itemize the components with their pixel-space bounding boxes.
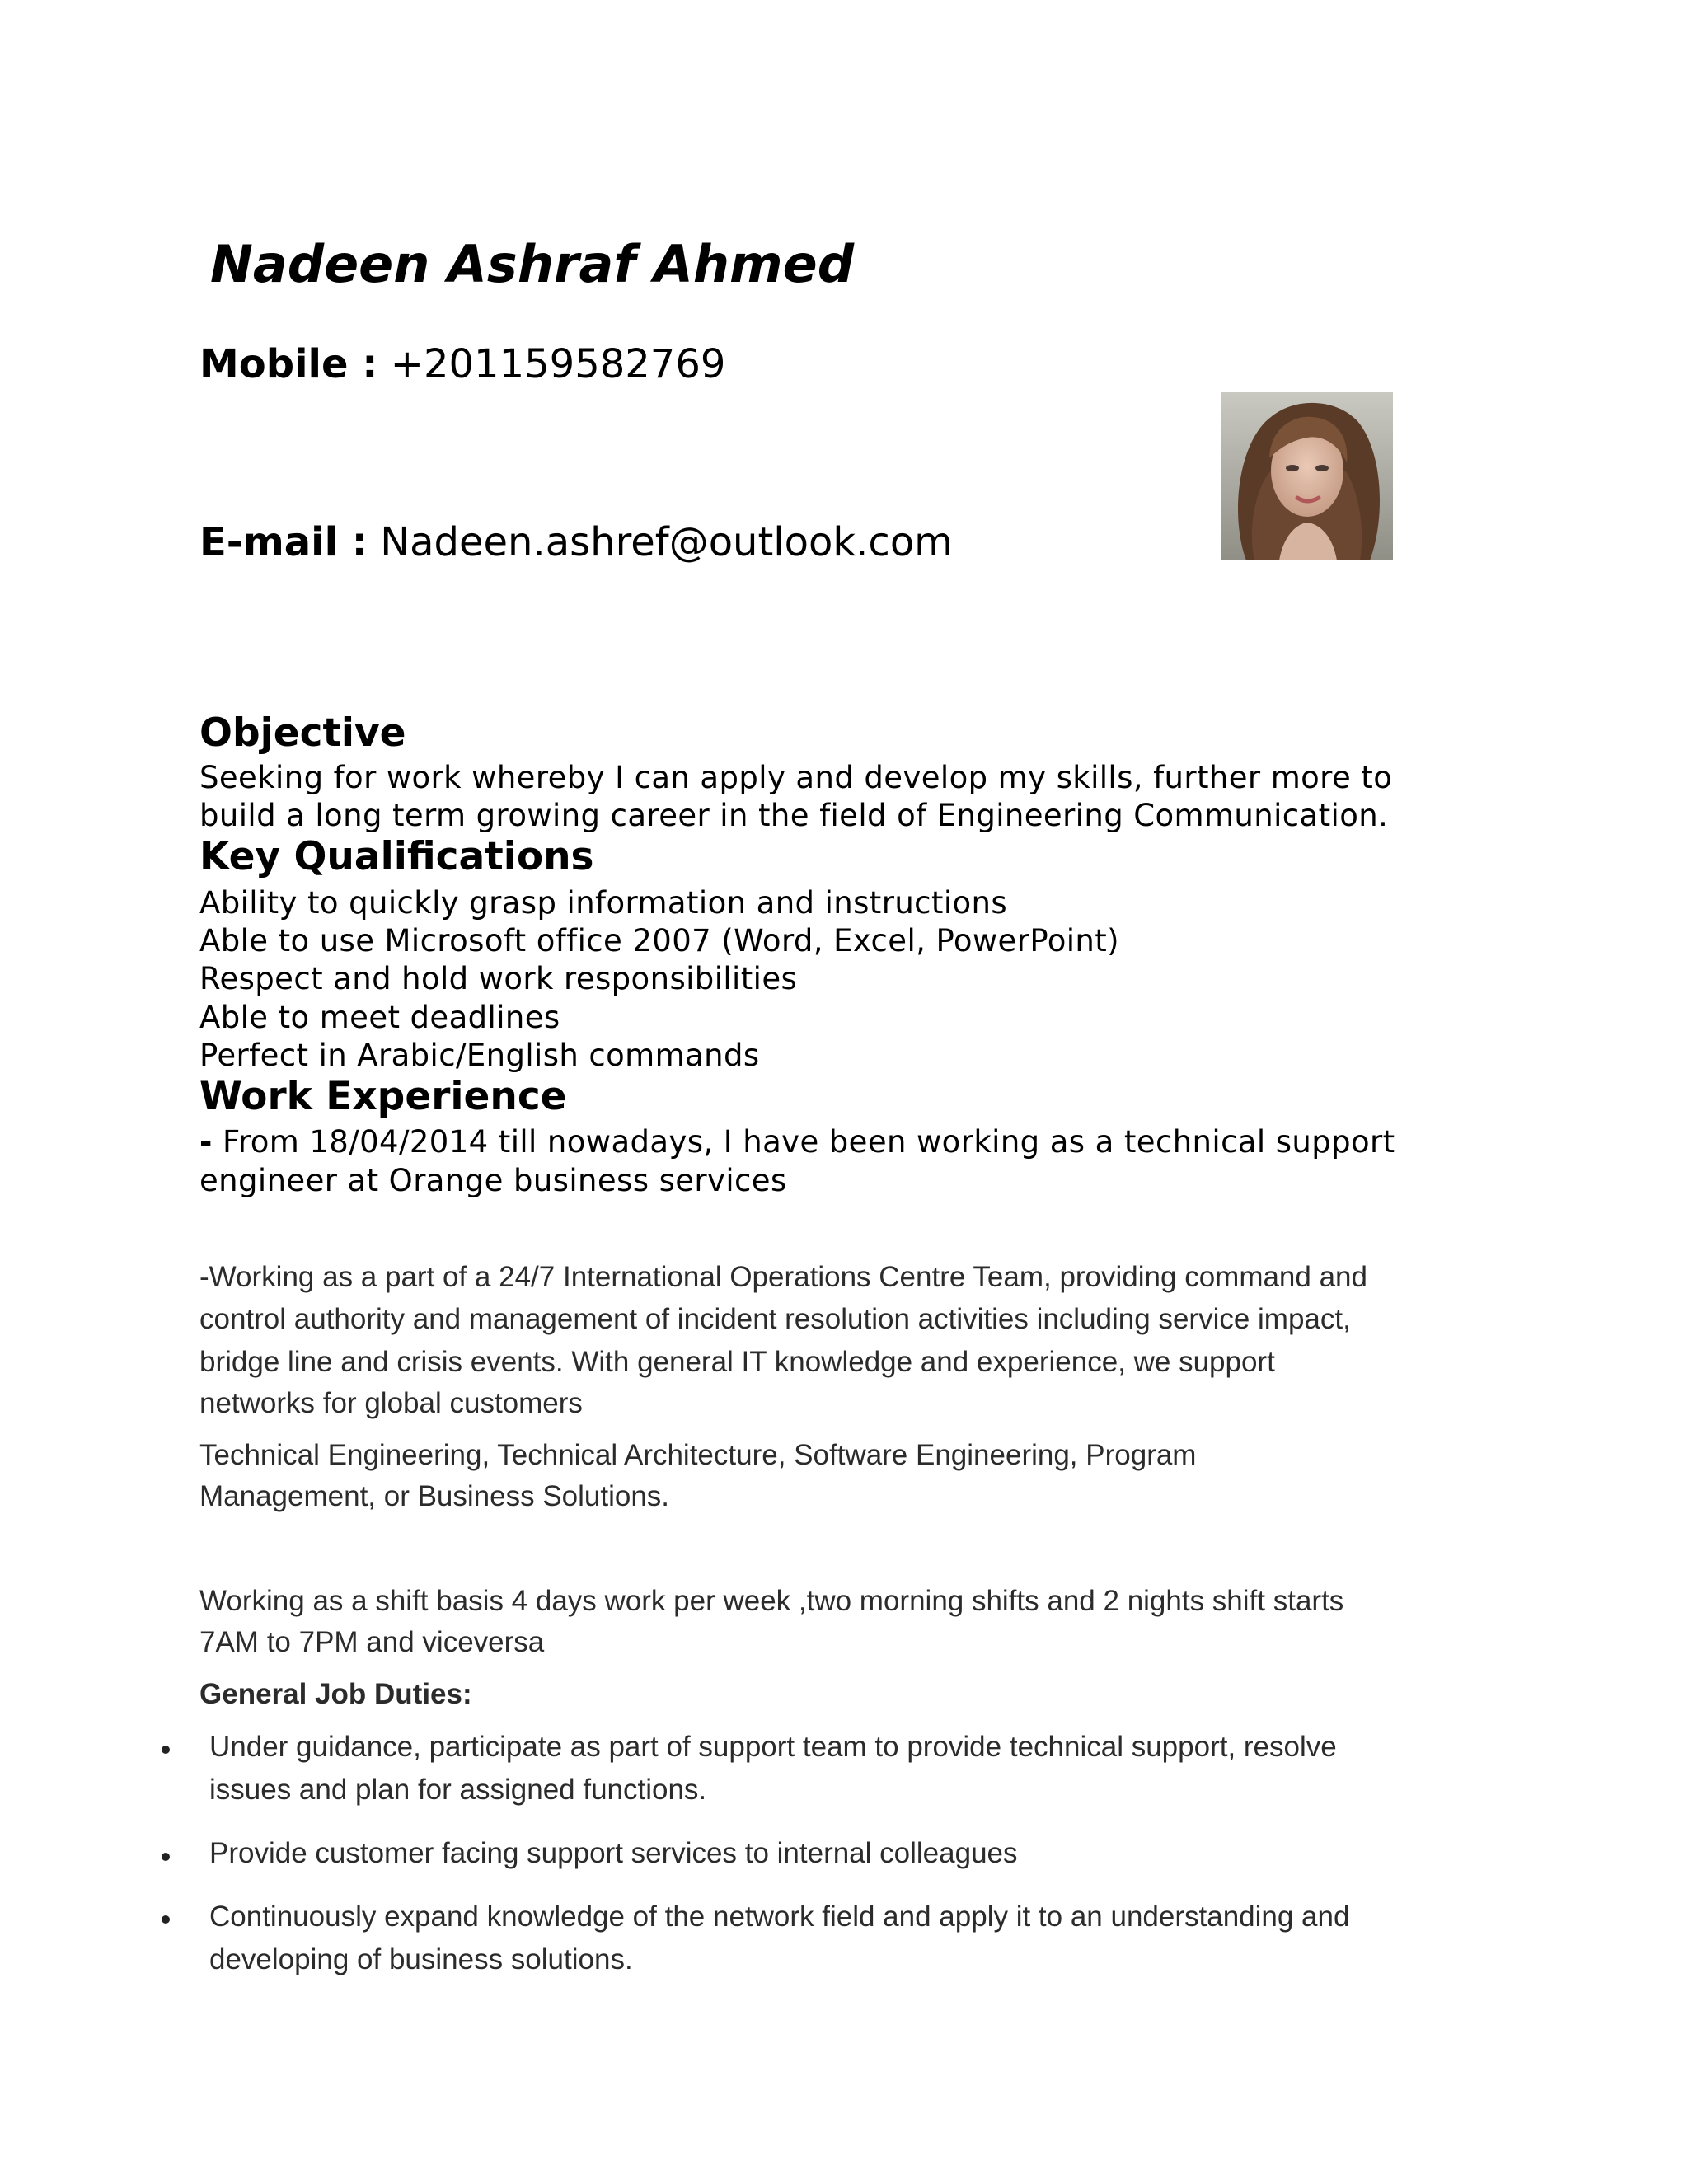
experience-paragraph-line: Management, or Business Solutions. bbox=[199, 1480, 670, 1512]
experience-paragraph-line: networks for global customers bbox=[199, 1387, 583, 1419]
objective-line: build a long term growing career in the field of Engineering Communication. bbox=[199, 798, 1389, 833]
duty-item-line: Under guidance, participate as part of support team to provide technical support, resolve bbox=[209, 1731, 1337, 1763]
experience-paragraph-line: -Working as a part of a 24/7 International Operations Centre Team, providing command and bbox=[199, 1261, 1367, 1293]
qualification-item: Ability to quickly grasp information and instructions bbox=[199, 885, 1008, 921]
qualification-item: Able to use Microsoft office 2007 (Word, Excel, PowerPoint) bbox=[199, 923, 1120, 958]
experience-paragraph-line: Working as a shift basis 4 days work per week ,two morning shifts and 2 nights shift starts bbox=[199, 1585, 1344, 1617]
duty-item-line: developing of business solutions. bbox=[209, 1943, 633, 1975]
objective-heading: Objective bbox=[199, 710, 406, 756]
experience-paragraph-line: 7AM to 7PM and viceversa bbox=[199, 1626, 545, 1658]
mobile-value: +201159582769 bbox=[390, 341, 726, 387]
duties-heading: General Job Duties: bbox=[199, 1678, 472, 1710]
qualification-item: Able to meet deadlines bbox=[199, 1000, 560, 1035]
bullet-icon bbox=[162, 1853, 170, 1861]
email-line bbox=[199, 519, 953, 565]
mobile-label: Mobile : bbox=[199, 341, 378, 387]
qualification-item: Respect and hold work responsibilities bbox=[199, 961, 798, 996]
experience-paragraph-line: Technical Engineering, Technical Architecture, Software Engineering, Program bbox=[199, 1439, 1197, 1471]
qualifications-heading: Key Qualifications bbox=[199, 834, 594, 879]
mobile-line bbox=[199, 341, 725, 387]
duty-item-line: Continuously expand knowledge of the network field and apply it to an understanding and bbox=[209, 1900, 1350, 1933]
experience-intro-line bbox=[199, 1124, 1395, 1160]
experience-paragraph-line: bridge line and crisis events. With general IT knowledge and experience, we support bbox=[199, 1346, 1275, 1378]
email-value: Nadeen.ashref@outlook.com bbox=[380, 519, 953, 565]
duty-item-line: Provide customer facing support services to internal colleagues bbox=[209, 1837, 1018, 1869]
bullet-icon bbox=[162, 1915, 170, 1924]
experience-paragraph-line: control authority and management of incident resolution activities including service impact, bbox=[199, 1303, 1351, 1335]
intro-dash: - bbox=[199, 1124, 213, 1160]
candidate-name: Nadeen Ashraf Ahmed bbox=[210, 234, 855, 294]
objective-line: Seeking for work whereby I can apply and develop my skills, further more to bbox=[199, 760, 1393, 795]
intro-text: From 18/04/2014 till nowadays, I have been working as a technical support bbox=[222, 1124, 1395, 1160]
qualification-item: Perfect in Arabic/English commands bbox=[199, 1038, 760, 1073]
email-label: E-mail : bbox=[199, 519, 368, 565]
profile-photo bbox=[1221, 392, 1393, 560]
bullet-icon bbox=[162, 1746, 170, 1754]
duty-item-line: issues and plan for assigned functions. bbox=[209, 1774, 707, 1806]
experience-heading: Work Experience bbox=[199, 1074, 567, 1119]
experience-intro-line: engineer at Orange business services bbox=[199, 1163, 787, 1198]
